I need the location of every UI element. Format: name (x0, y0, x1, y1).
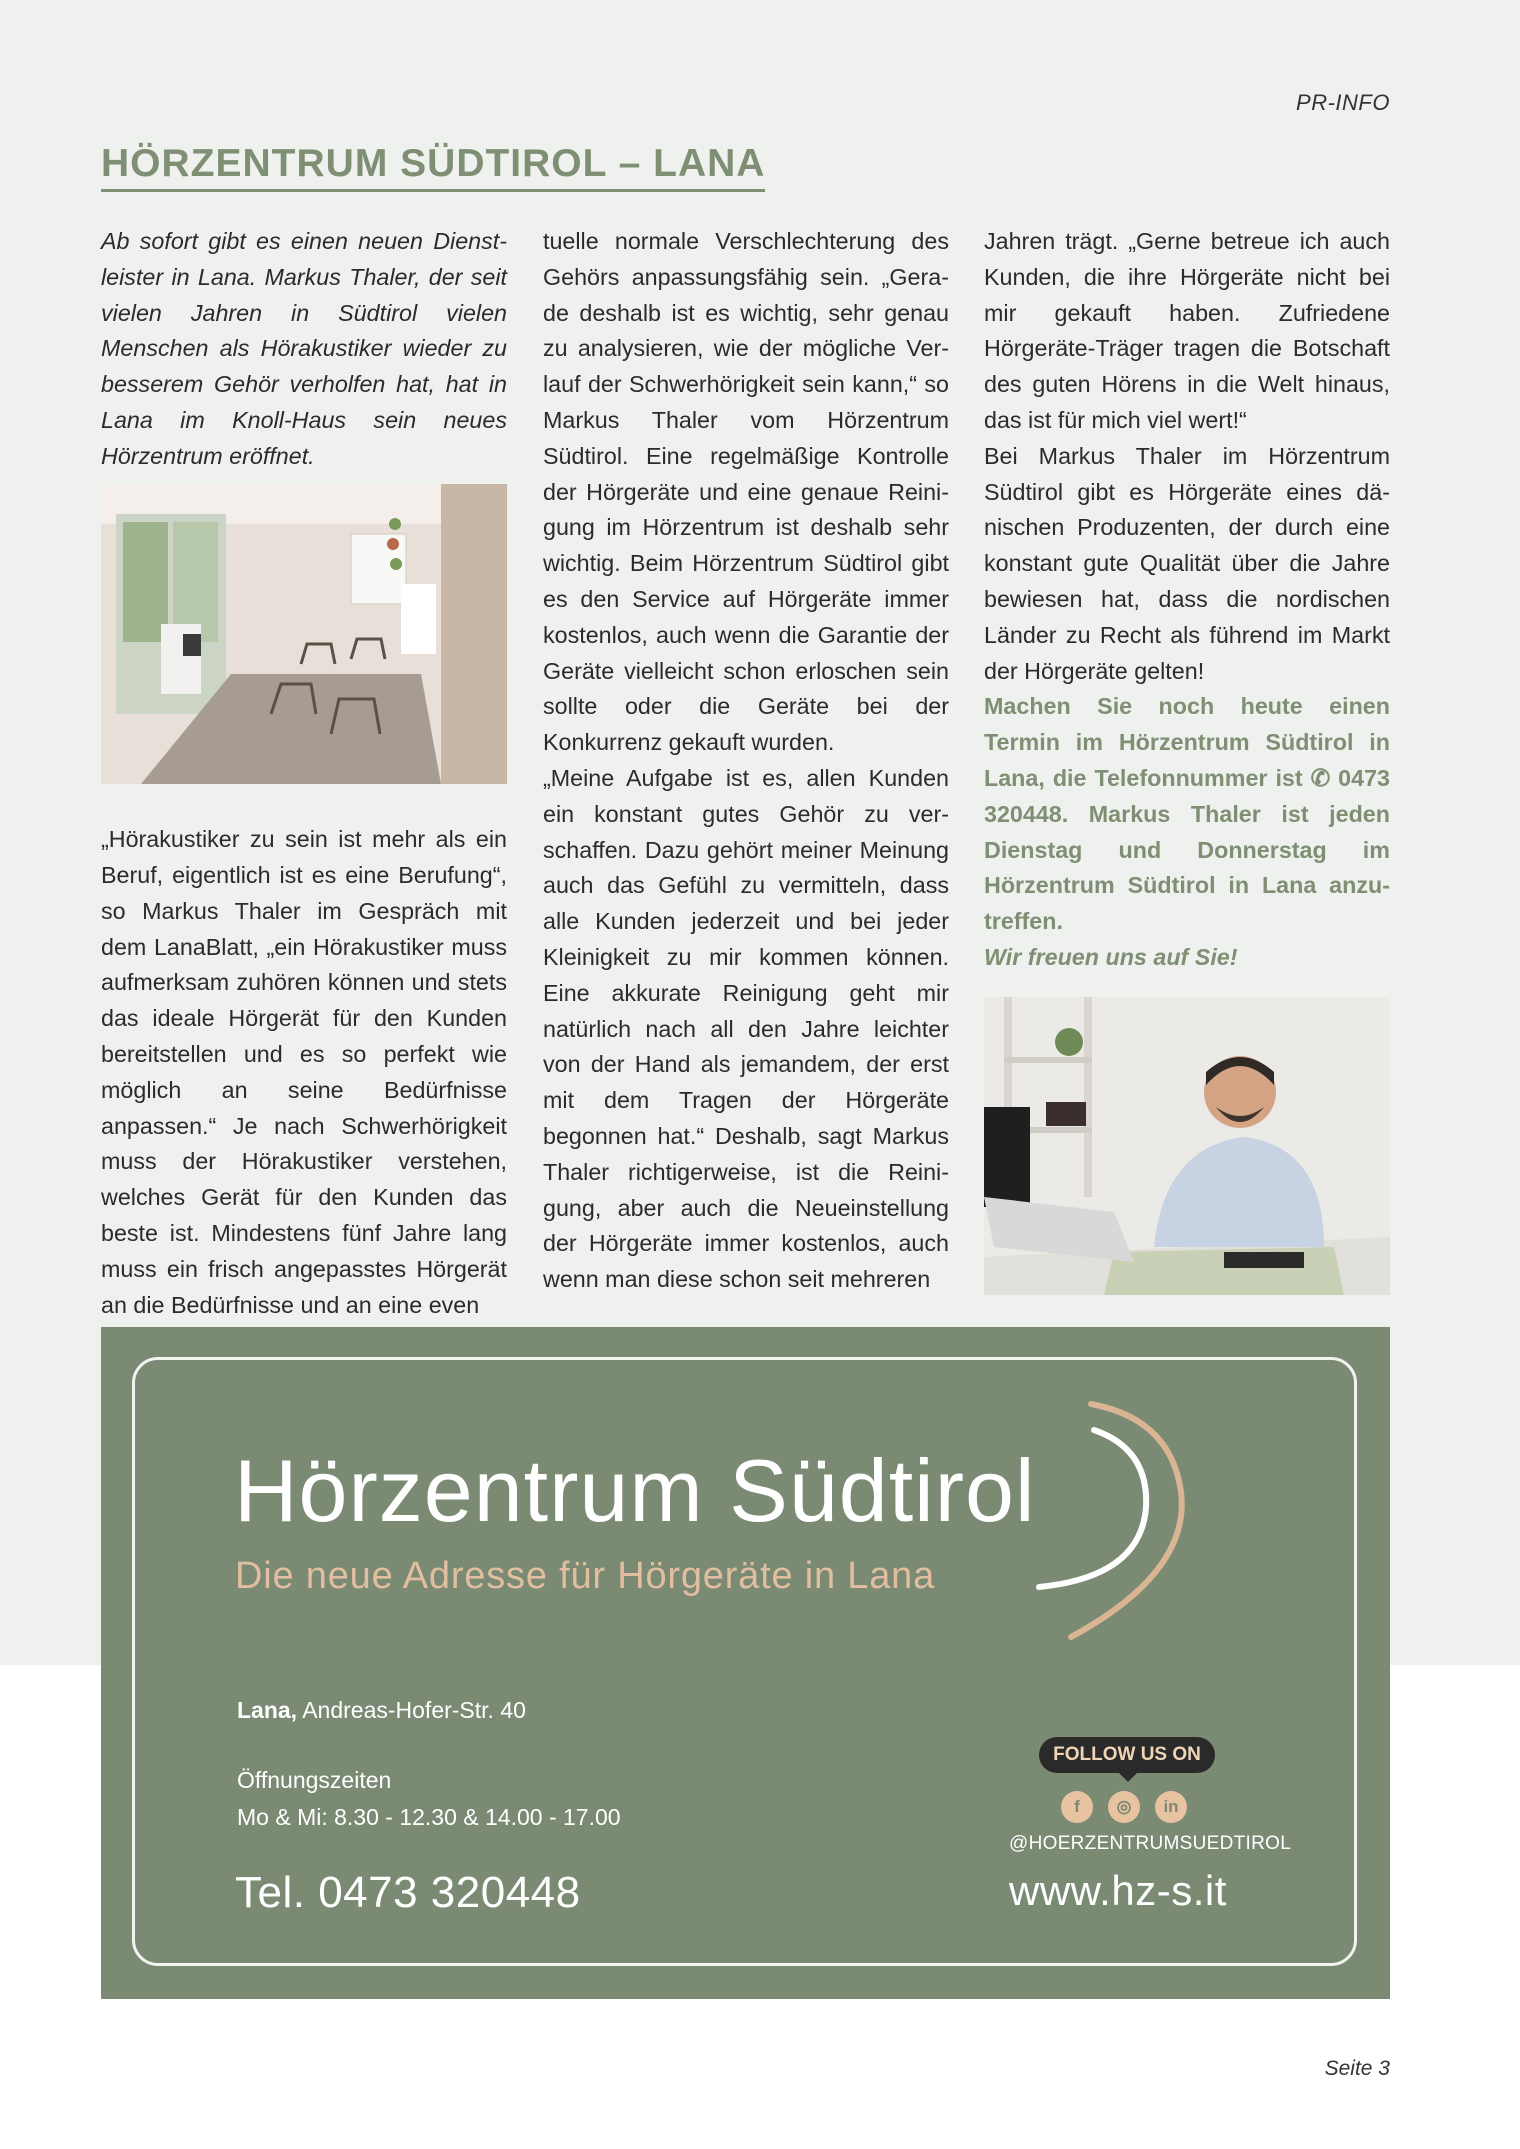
opening-hours-title: Öffnungszeiten (237, 1767, 392, 1793)
column-1-paragraph: „Hörakustiker zu sein ist mehr als ein Beruf, eigentlich ist es eine Berufung“, so Markus Thaler im Gespräch mit dem LanaBlatt, „ein Hörakustiker muss aufmerksam zuhören können und stets das ideale Hörgerät für den Kunden bereitstellen und es so perfekt wie möglich an seine Bedürfnisse anpassen.“ Je nach Schwerhörigkeit muss der Hörakustiker verstehen, welches Gerät für den Kunden das beste ist. Mindestens fünf Jahre lang muss ein frisch angepasstes Hörgerät an die Bedürfnisse und an eine even (101, 826, 507, 1318)
follow-us-badge-pointer (1119, 1773, 1137, 1782)
portrait-illustration (984, 997, 1390, 1295)
instagram-icon[interactable]: ◎ (1108, 1791, 1140, 1823)
address (237, 1697, 526, 1724)
social-icons (1061, 1791, 1187, 1823)
follow-us-badge: FOLLOW US ON (1039, 1737, 1215, 1773)
brand-name: Hörzentrum Südtirol (234, 1441, 1036, 1540)
intro-paragraph: Ab sofort gibt es einen neuen Dienstleister in Lana. Markus Thaler, der seit vielen Jahren in Südtirol vielen Menschen als Hörakustiker wieder zu besserem Gehör verholfen hat, hat in Lana im Knoll-Haus sein neues Hörzentrum eröffnet. (101, 228, 507, 469)
section-label: PR-INFO (1296, 90, 1390, 115)
cta-phone-text: 0473 320448. Markus Thaler ist jeden Dienstag und Donnerstag im Hörzentrum Südtirol in Lana anzutreffen. (984, 764, 1390, 935)
column-1 (101, 224, 507, 475)
column-3-paragraph-2: Bei Markus Thaler im Hörzentrum Südtirol gibt es Hörgeräte eines dänischen Produzenten, der durch eine konstant gute Qualität über die Jahre bewiesen hat, dass die nordischen Länder zu Recht als führend im Markt der Hörgeräte gelten! (984, 442, 1390, 684)
brand-tagline: Die neue Adresse für Hörgeräte in Lana (235, 1555, 936, 1597)
social-handle: @HOERZENTRUMSUEDTIROL (1009, 1833, 1292, 1854)
call-to-action (984, 689, 1390, 940)
shop-interior-photo (101, 484, 507, 784)
page-number: Seite 3 (1324, 2057, 1390, 2080)
facebook-icon[interactable]: f (1061, 1791, 1093, 1823)
address-street: Andreas-Hofer-Str. 40 (297, 1697, 526, 1723)
linkedin-icon[interactable]: in (1155, 1791, 1187, 1823)
column-3 (984, 224, 1390, 976)
phone-number[interactable]: Tel. 0473 320448 (235, 1868, 581, 1917)
column-3-paragraph-1: Jahren trägt. „Gerne betreue ich auch Kunden, die ihre Hörgeräte nicht bei mir gekauft haben. Zufriedene Hörgeräte-Träger tragen die Botschaft des guten Hörens in die Welt hinaus, das ist für mich viel wert!“ (984, 228, 1390, 433)
opening-hours: Mo & Mi: 8.30 - 12.30 & 14.00 - 17.00 (237, 1804, 621, 1830)
cta-text: Machen Sie noch heute einen Termin im Hörzentrum Südtirol in Lana, die Telefonnummer ist (984, 693, 1390, 791)
advertisement-box (101, 1327, 1390, 1999)
column-2-paragraph-1: tuelle normale Verschlechterung des Gehörs anpassungsfähig sein. „Gerade deshalb ist es wichtig, sehr genau zu analysieren, wie der mögliche Verlauf der Schwerhörigkeit sein kann,“ so Markus Thaler vom Hörzentrum Südtirol. Eine regelmäßige Kontrolle der Hörgeräte und eine genaue Reinigung im Hörzentrum ist deshalb sehr wichtig. Beim Hörzentrum Südtirol gibt es den Service auf Hörgeräte immer kostenlos, auch wenn die Garantie der Geräte vielleicht schon erloschen sein sollte oder die Geräte bei der Konkurrenz gekauft wurden. (543, 228, 949, 756)
column-1-body (101, 799, 507, 1347)
closing-line: Wir freuen uns auf Sie! (984, 943, 1238, 970)
phone-icon: ✆ (1310, 764, 1331, 791)
portrait-photo (984, 997, 1390, 1295)
headline: HÖRZENTRUM SÜDTIROL – LANA (101, 142, 765, 192)
address-city: Lana, (237, 1697, 298, 1723)
column-2-paragraph-2: „Meine Aufgabe ist es, allen Kunden ein konstant gutes Gehör zu verschaffen. Dazu gehört meiner Meinung auch das Gefühl zu vermitteln, dass alle Kunden jederzeit und bei jeder Kleinigkeit zu mir kommen können. Eine akkurate Reinigung geht mir natürlich nach all den Jahre leichter von der Hand als jemandem, der erst mit dem Tragen der Hörgeräte begonnen hat.“ Deshalb, sagt Markus Thaler richtigerweise, ist die Reinigung, aber auch die Neueinstellung der Hörgeräte immer kostenlos, auch wenn man diese schon seit mehreren (543, 764, 949, 1293)
column-2 (543, 224, 949, 1298)
sound-arc-logo (1031, 1397, 1211, 1657)
website-link[interactable]: www.hz-s.it (1009, 1867, 1227, 1914)
shop-interior-illustration (101, 484, 507, 784)
